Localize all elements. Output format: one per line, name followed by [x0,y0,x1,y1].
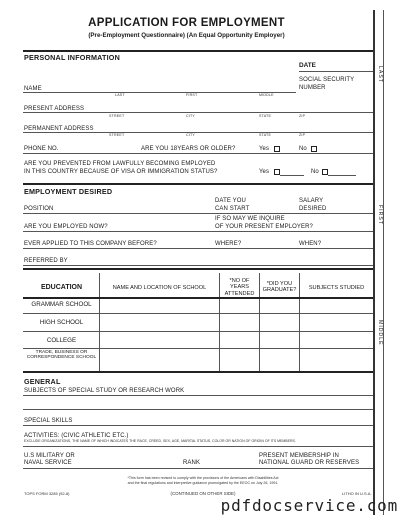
age-question: ARE YOU 18YEARS OR OLDER? [141,146,236,152]
age-no-label: No [299,146,307,152]
personal-section-rule [23,183,373,185]
date-label: DATE [299,62,316,69]
side-tab-last: LAST [377,66,383,83]
permanent-sub-street: STREET [109,133,125,137]
visa-no-label: No [311,169,319,175]
employed-now-question: ARE YOU EMPLOYED NOW? [24,224,108,230]
edu-col-divider-3 [259,273,260,371]
name-label: NAME [24,86,42,92]
permanent-sub-zip: ZIP [299,133,306,137]
guard-label-2: NATIONAL GUARD OR RESERVES [259,460,360,466]
when-field[interactable] [325,237,372,246]
rank-label: RANK [183,460,201,466]
age-yes-label: Yes [259,146,270,152]
edu-row-college: COLLEGE [46,337,77,344]
ssn-field[interactable] [299,92,372,101]
guard-label-1: PRESENT MEMBERSHIP IN [259,453,339,459]
position-underline [23,213,373,214]
military-label-2: NAVAL SERVICE [24,460,72,466]
activities-underline [23,446,373,447]
general-heading: GENERAL [24,377,61,386]
exclude-note: EXCLUDE ORGANIZATIONS, THE NAME OF WHICH INDICATES THE RACE, CREED, SEX, AGE, MARITAL STATUS, COLOR OR NATION OF ORIGIN OF ITS MEMBERS. [24,439,296,443]
side-tab-middle: MIDDLE [377,320,383,346]
position-field[interactable] [60,202,210,211]
permanent-address-field[interactable] [104,122,372,131]
present-sub-zip: ZIP [299,114,306,118]
applied-underline [23,248,373,249]
visa-yes-underline [280,175,304,176]
age-yes-checkbox[interactable] [274,146,280,152]
start-label-1: DATE YOU [215,198,246,204]
inquire-label-1: IF SO MAY WE INQUIRE [215,216,285,222]
start-date-field[interactable] [256,202,294,211]
name-sub-first: FIRST [186,93,198,97]
permanent-sub-city: CITY [186,133,195,137]
inquire-label-2: OF YOUR PRESENT EMPLOYER? [215,224,313,230]
special-skills-label: SPECIAL SKILLS [24,418,73,424]
where-field[interactable] [245,237,295,246]
applied-before-field[interactable] [170,237,212,246]
visa-question-2: IN THIS COUNTRY BECAUSE OF VISA OR IMMIGRATION STATUS? [24,169,218,175]
name-sub-last: LAST [115,93,125,97]
permanent-address-label: PERMANENT ADDRESS [24,126,94,132]
special-study-underline-1 [23,395,373,396]
rank-field[interactable] [202,455,257,464]
salary-field[interactable] [330,202,372,211]
form-title: APPLICATION FOR EMPLOYMENT [88,17,285,29]
position-label: POSITION [24,206,54,212]
ada-note-2: and the final regulations and interpretive guidance promulgated by the EEOC on July 26, 1991. [127,481,279,485]
side-tab-first: FIRST [377,205,383,225]
edu-trade-school-field[interactable] [101,352,217,366]
edu-row-line-2 [23,331,373,332]
edu-row-grammar: GRAMMAR SCHOOL [31,301,92,308]
permanent-address-underline [23,132,373,133]
education-section-rule [23,371,373,373]
age-no-checkbox[interactable] [311,146,317,152]
when-label: WHEN? [299,241,322,247]
edu-row-line-1 [23,313,373,314]
ssn-label-2: NUMBER [299,85,326,91]
edu-col-years: *NO OF YEARS ATTENDED [224,278,255,297]
referred-by-label: REFERRED BY [24,258,68,264]
edu-row-high: HIGH SCHOOL [39,319,84,326]
employed-now-underline [23,231,373,232]
visa-yes-label: Yes [259,169,270,175]
name-sub-middle: MIDDLE [259,93,274,97]
edu-high-school-field[interactable] [101,316,217,329]
side-column-edge [383,10,384,515]
edu-college-field[interactable] [101,334,217,347]
start-label-2: CAN START [215,206,250,212]
activities-field[interactable] [140,429,372,438]
edu-row-line-3 [23,348,373,349]
special-study-label: SUBJECTS OF SPECIAL STUDY OR RESEARCH WORK [24,388,185,394]
ssn-label-1: SOCIAL SECURITY [299,77,355,83]
present-address-label: PRESENT ADDRESS [24,106,85,112]
employment-section-rule [23,268,373,270]
edu-col-school: NAME AND LOCATION OF SCHOOL [112,285,207,291]
continued-note: (CONTINUED ON OTHER SIDE) [170,491,236,496]
activities-label: ACTIVITIES: (CIVIC ATHLETIC ETC.) [24,433,129,439]
military-field[interactable] [80,455,180,464]
applied-before-question: EVER APPLIED TO THIS COMPANY BEFORE? [24,241,157,247]
watermark-text: pdfdocservice.com [220,496,398,515]
header-rule [23,50,373,52]
referred-underline [23,265,373,266]
visa-question-1: ARE YOU PREVENTED FROM LAWFULLY BECOMING EMPLOYED [24,161,216,167]
name-underline [23,92,296,93]
phone-underline [23,153,373,154]
edu-header-rule [23,297,373,299]
present-address-underline [23,112,373,113]
name-field[interactable] [48,82,294,91]
date-field[interactable] [299,61,372,70]
special-study-underline-2 [23,409,373,410]
side-column-border [373,10,375,515]
referred-by-field[interactable] [76,254,372,263]
military-underline [23,468,373,469]
where-label: WHERE? [215,241,242,247]
special-study-field[interactable] [200,385,372,394]
salary-label-2: DESIRED [299,206,327,212]
salary-label-1: SALARY [299,198,324,204]
edu-col-subjects: SUBJECTS STUDIED [308,285,365,291]
form-subtitle: (Pre-Employment Questionnaire) (An Equal Opportunity Employer) [88,32,285,39]
permanent-sub-state: STATE [259,133,272,137]
edu-row-trade: TRADE, BUSINESS OR CORRESPONDENCE SCHOOL [26,350,97,361]
special-skills-field[interactable] [76,414,372,423]
personal-info-heading: PERSONAL INFORMATION [24,53,120,62]
date-underline [299,71,373,72]
litho-note: LITHO IN U.S.A. [342,491,372,496]
ada-note-1: *This form has been revised to comply with the provisions of the Americans with Disabilities Act [127,476,279,480]
edu-col-graduate: *DID YOU GRADUATE? [262,281,297,294]
military-label-1: U.S MILITARY OR [24,453,75,459]
present-sub-state: STATE [259,114,272,118]
phone-label: PHONE NO. [24,146,59,152]
present-sub-city: CITY [186,114,195,118]
edu-grammar-school-field[interactable] [101,300,217,312]
employed-now-field[interactable] [112,220,210,229]
special-skills-underline [23,425,373,426]
present-sub-street: STREET [109,114,125,118]
phone-field[interactable] [62,142,138,151]
present-address-field[interactable] [104,103,372,112]
employment-heading: EMPLOYMENT DESIRED [24,187,113,196]
visa-no-underline [328,175,356,176]
form-number: TOPS FORM 3285 (92-8) [24,491,70,496]
inquire-field[interactable] [310,220,372,229]
education-heading: EDUCATION [40,284,83,291]
